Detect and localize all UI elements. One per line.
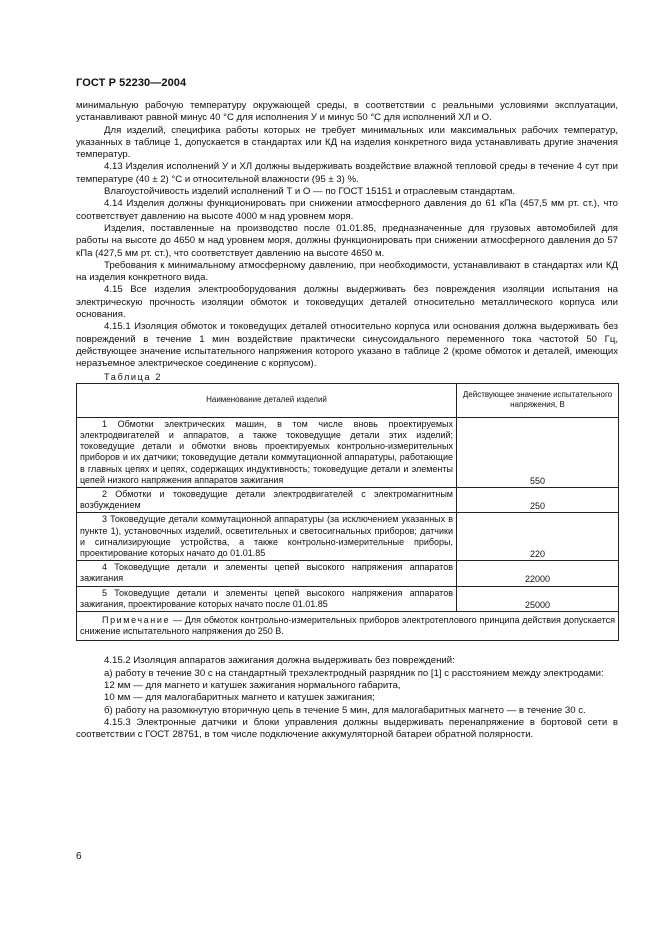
- paragraph: Требования к минимальному атмосферному давлению, при необходимости, устанавливают в стандартах или КД на изделия конкретного вида.: [76, 259, 618, 284]
- table-cell-value: 250: [457, 488, 619, 513]
- column-header-parts: Наименование деталей изделий: [77, 383, 457, 417]
- table-cell-value: 25000: [457, 586, 619, 611]
- paragraph: б) работу на разомкнутую вторичную цепь в течение 5 мин, для малогабаритных магнето — в течение 30 с.: [104, 704, 586, 716]
- paragraph: минимальную рабочую температуру окружающей среды, в соответствии с реальными условиями эксплуатации, устанавливают равной минус 40 °С для исполнения У и минус 50 °С для исполнений ХЛ и О.: [76, 100, 618, 124]
- page-number: 6: [76, 851, 82, 862]
- table-row: [77, 586, 619, 611]
- paragraph: 4.15.3 Электронные датчики и блоки управления должны выдерживать перенапряжение в бортовой сети в соответствии с ГОСТ 28751, в том числе подключение аккумуляторной батареи обратной полярности.: [76, 716, 618, 741]
- column-header-voltage: Действующее значение испытательного напряжения, В: [457, 383, 619, 417]
- paragraph: 4.15.1 Изоляция обмоток и токоведущих деталей относительно корпуса или основания должна выдерживать без повреждений в течение 1 мин воздействие практически синусоидального переменного тока частотой 50 Гц, действующее значение испытательного напряжения которого указано в таблице 2 (кроме обмоток и деталей, имеющих неразъемное электрическое соединение с корпусом).: [76, 321, 618, 370]
- table-cell-desc: 4 Токоведущие детали и элементы цепей высокого напряжения аппаратов зажигания: [77, 561, 457, 586]
- note-label: Примечание: [102, 615, 171, 626]
- table-cell-desc: 1 Обмотки электрических машин, в том числе вновь проектируемых электродвигателей и аппаратов, а также токоведущие детали этих изделий; токоведущие детали и обмотки вновь проектируемых контрольно-измерительных приборов и их датчики; токоведущие детали коммутационной аппаратуры, работающие в главных цепях и цепях, содержащих индуктивность; токоведущие детали и элементы цепей низкого напряжения аппаратов зажигания: [77, 417, 457, 487]
- paragraph: а) работу в течение 30 с на стандартный трехэлектродный разрядник по [1] с расстоянием между электродами:: [104, 667, 604, 679]
- section-after-table: [76, 655, 618, 741]
- voltage-table: [76, 383, 619, 642]
- paragraph: 4.15 Все изделия электрооборудования должны выдерживать без повреждения изоляции испытания на электрическую прочность изоляции обмоток и токоведущих деталей относительно металлического корпуса или основания.: [76, 284, 618, 321]
- table-row: [77, 417, 619, 487]
- paragraph: 4.14 Изделия должны функционировать при снижении атмосферного давления до 61 кПа (457,5 мм рт. ст.), что соответствует давлению на высоте 4000 м над уровнем моря.: [76, 198, 618, 222]
- paragraph: 10 мм — для малогабаритных магнето и катушек зажигания;: [104, 692, 375, 704]
- table-row: [77, 513, 619, 561]
- paragraph: 12 мм — для магнето и катушек зажигания нормального габарита,: [104, 680, 401, 692]
- table-note: [77, 612, 619, 641]
- document-header: ГОСТ Р 52230—2004: [76, 77, 187, 89]
- table-row: [77, 561, 619, 586]
- table-caption: Таблица 2: [104, 371, 163, 382]
- table-row: [77, 488, 619, 513]
- paragraph: Изделия, поставленные на производство после 01.01.85, предназначенные для грузовых автомобилей для работы на высоте до 4650 м над уровнем моря, должны функционировать при снижении атмосферного давления до 57 кПа (427,5 мм рт. ст.), что соответствует давлению на высоте 4650 м.: [76, 222, 618, 259]
- table-cell-value: 550: [457, 417, 619, 487]
- table-cell-value: 22000: [457, 561, 619, 586]
- table-cell-desc: 2 Обмотки и токоведущие детали электродвигателей с электромагнитным возбуждением: [77, 488, 457, 513]
- paragraph: 4.15.2 Изоляция аппаратов зажигания должна выдерживать без повреждений:: [104, 655, 455, 667]
- note-text: — Для обмоток контрольно-измерительных приборов электротеплового принципа действия допускается снижение испытательного напряжения до 250 В.: [80, 615, 615, 637]
- paragraph: Влагоустойчивость изделий исполнений Т и О — по ГОСТ 15151 и отраслевым стандартам.: [104, 186, 515, 198]
- table-cell-desc: 3 Токоведущие детали коммутационной аппаратуры (за исключением указанных в пункте 1), установочных изделий, осветительных и светосигнальных приборов; датчики и сигнализирующие устройства, а также контрольно-измерительные приборы, проектирование которых начато до 01.01.85: [77, 513, 457, 561]
- table-header-row: [77, 383, 619, 417]
- table-note-row: [77, 612, 619, 641]
- paragraph: Для изделий, специфика работы которых не требует минимальных или максимальных рабочих температур, указанных в таблице 1, допускается в стандартах или КД на изделия конкретного вида устанавливать другие значения температур.: [76, 124, 618, 161]
- paragraph: 4.13 Изделия исполнений У и ХЛ должны выдерживать воздействие влажной тепловой среды в течение 4 сут при температуре (40 ± 2) °С и относительной влажности (95 ± 3) %.: [76, 161, 618, 185]
- document-body: [76, 100, 618, 742]
- table-cell-desc: 5 Токоведущие детали и элементы цепей высокого напряжения аппаратов зажигания, проектирование которых начато после 01.01.85: [77, 586, 457, 611]
- table-cell-value: 220: [457, 513, 619, 561]
